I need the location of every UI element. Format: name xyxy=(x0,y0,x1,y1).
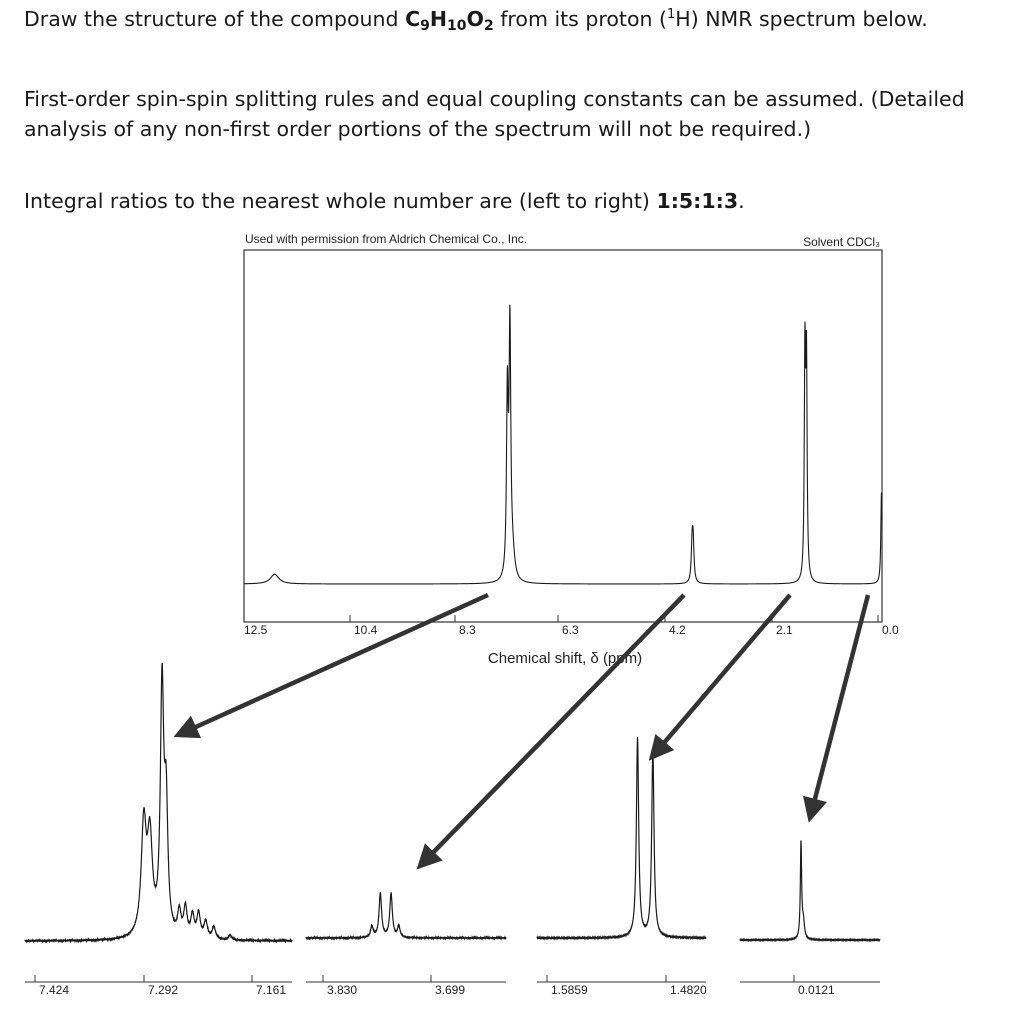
tick-label: 7.161 xyxy=(256,983,287,997)
tick-label: 4.2 xyxy=(669,623,686,637)
solvent-text: Solvent CDCl₃ xyxy=(803,235,880,249)
question-intro: Draw the structure of the compound xyxy=(24,7,406,31)
callout-arrow xyxy=(178,595,488,735)
main-spectrum xyxy=(244,305,899,637)
spectrum-trace xyxy=(25,663,292,942)
main-spectrum-plot xyxy=(244,305,899,637)
spectrum-trace xyxy=(740,840,880,940)
tick-label: 3.699 xyxy=(435,983,466,997)
expansion-panel-1 xyxy=(25,663,292,997)
formula-h-count: 10 xyxy=(447,18,467,34)
tick-label: 3.830 xyxy=(327,983,358,997)
plot-frame xyxy=(244,250,882,622)
tick-label: 0.0 xyxy=(882,623,899,637)
integral-ratios-period: . xyxy=(738,189,745,213)
expansion-panel-3 xyxy=(537,737,707,997)
tick-label: 10.4 xyxy=(354,623,378,637)
spectrum-trace xyxy=(306,892,506,938)
expansion-panel-2 xyxy=(306,892,506,997)
spectrum-trace xyxy=(537,737,706,938)
formula-o-count: 2 xyxy=(483,18,494,34)
tick-label: 12.5 xyxy=(244,623,268,637)
expansion-panel-4 xyxy=(740,840,880,997)
tick-label: 1.5859 xyxy=(551,983,588,997)
integral-ratios-value: 1:5:1:3 xyxy=(656,189,739,213)
formula-o: O xyxy=(466,7,484,31)
tick-label: 0.0121 xyxy=(798,983,835,997)
tick-label: 8.3 xyxy=(459,623,476,637)
tick-label: 7.424 xyxy=(39,983,70,997)
tick-label: 1.4820 xyxy=(670,983,707,997)
formula-h: H xyxy=(429,7,448,31)
splitting-rules-note: First-order spin-spin splitting rules and equal coupling constants can be assumed. (Detailed analysis of any non-first order portions of the spectrum will not be required.) xyxy=(24,87,965,141)
x-axis-label: Chemical shift, δ (ppm) xyxy=(487,650,643,667)
nucleus-mass: 1 xyxy=(667,7,676,22)
tick-label: 6.3 xyxy=(562,623,579,637)
tick-label: 2.1 xyxy=(776,623,793,637)
integral-ratios-text: Integral ratios to the nearest whole number are (left to right) xyxy=(24,189,657,213)
credit-text: Used with permission from Aldrich Chemical Co., Inc. xyxy=(245,232,528,246)
callout-arrow xyxy=(810,595,868,818)
spectrum-trace xyxy=(244,305,882,584)
callout-arrows xyxy=(178,595,868,866)
formula-c: C xyxy=(405,7,421,31)
tick-label: 7.292 xyxy=(148,983,179,997)
callout-arrow xyxy=(652,595,790,757)
formula-c-count: 9 xyxy=(420,18,430,34)
question-text-mid: from its proton ( xyxy=(493,7,667,31)
nucleus-element: H xyxy=(675,7,691,31)
question-text-end: ) NMR spectrum below. xyxy=(690,7,928,31)
